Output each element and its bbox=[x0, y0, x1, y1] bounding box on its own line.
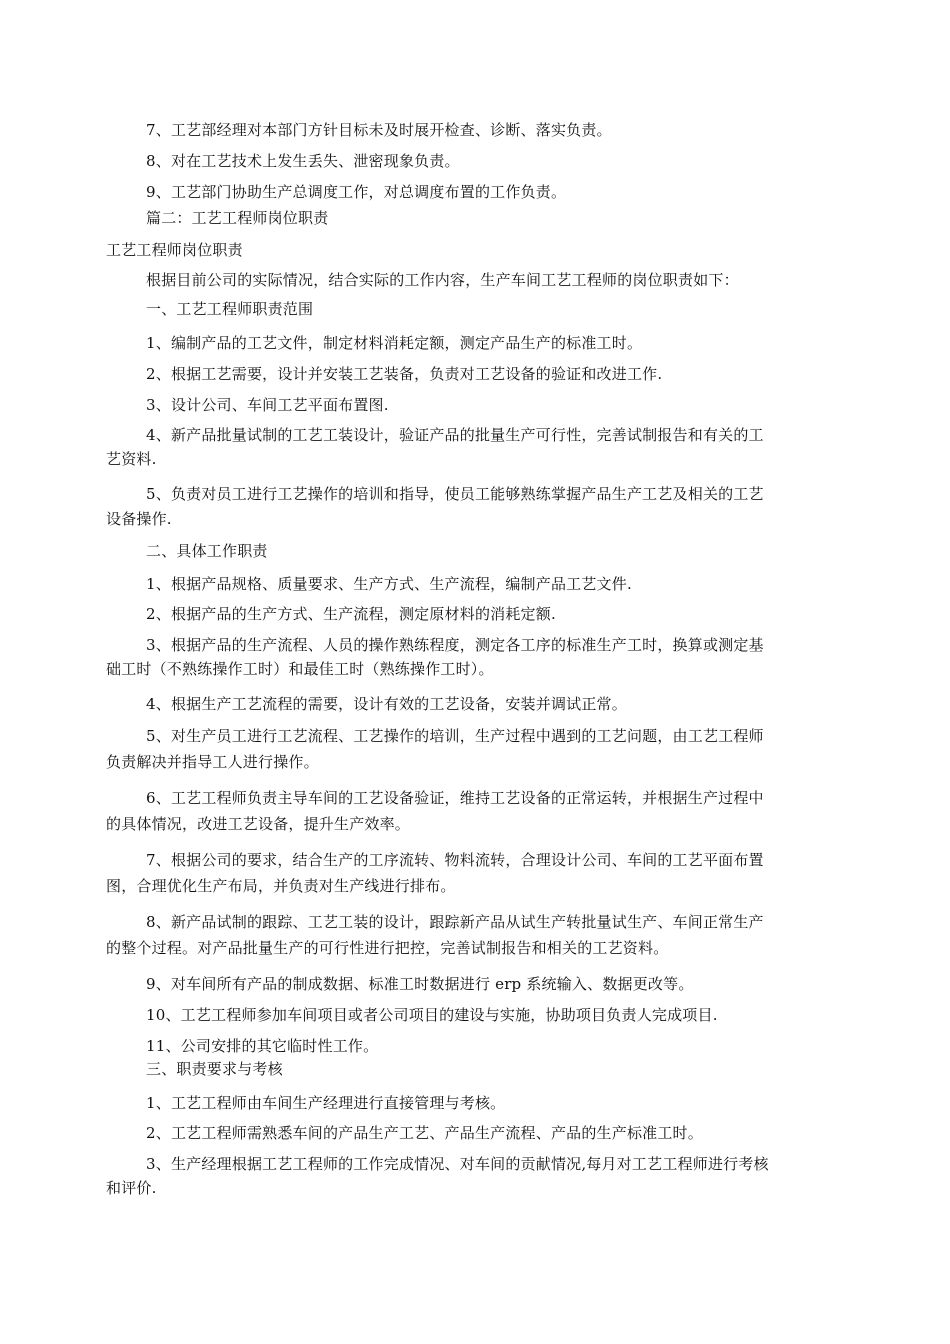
paragraph-line: 11、公司安排的其它临时性工作。 bbox=[146, 1037, 379, 1055]
paragraph-line: 3、生产经理根据工艺工程师的工作完成情况、对车间的贡献情况,每月对工艺工程师进行考核 bbox=[146, 1155, 769, 1173]
paragraph-line: 8、新产品试制的跟踪、工艺工装的设计，跟踪新产品从试生产转批量试生产、车间正常生产 bbox=[146, 913, 764, 931]
paragraph-line: 负责解决并指导工人进行操作。 bbox=[106, 753, 319, 771]
section-heading: 一、工艺工程师职责范围 bbox=[146, 300, 314, 318]
paragraph-line: 2、根据工艺需要，设计并安装工艺装备，负责对工艺设备的验证和改进工作. bbox=[146, 365, 663, 383]
section-heading: 篇二：工艺工程师岗位职责 bbox=[146, 209, 329, 227]
paragraph-line: 艺资料. bbox=[106, 450, 157, 468]
paragraph-line: 根据目前公司的实际情况，结合实际的工作内容，生产车间工艺工程师的岗位职责如下： bbox=[146, 271, 739, 289]
paragraph-line: 6、工艺工程师负责主导车间的工艺设备验证，维持工艺设备的正常运转，并根据生产过程中 bbox=[146, 789, 764, 807]
paragraph-line: 1、编制产品的工艺文件，制定材料消耗定额，测定产品生产的标准工时。 bbox=[146, 334, 643, 352]
paragraph-line: 的具体情况，改进工艺设备，提升生产效率。 bbox=[106, 815, 411, 833]
paragraph-line: 4、新产品批量试制的工艺工装设计，验证产品的批量生产可行性，完善试制报告和有关的工 bbox=[146, 426, 764, 444]
article-title: 工艺工程师岗位职责 bbox=[106, 241, 243, 259]
paragraph-line: 设备操作. bbox=[106, 510, 172, 528]
paragraph-line: 3、设计公司、车间工艺平面布置图. bbox=[146, 396, 389, 414]
paragraph-line: 1、工艺工程师由车间生产经理进行直接管理与考核。 bbox=[146, 1094, 506, 1112]
paragraph-line: 7、工艺部经理对本部门方针目标未及时展开检查、诊断、落实负责。 bbox=[146, 121, 612, 139]
paragraph-line: 5、对生产员工进行工艺流程、工艺操作的培训，生产过程中遇到的工艺问题，由工艺工程师 bbox=[146, 727, 764, 745]
section-heading: 三、职责要求与考核 bbox=[146, 1060, 283, 1078]
paragraph-line: 的整个过程。对产品批量生产的可行性进行把控，完善试制报告和相关的工艺资料。 bbox=[106, 939, 669, 957]
paragraph-line: 图，合理优化生产布局，并负责对生产线进行排布。 bbox=[106, 877, 456, 895]
paragraph-line: 和评价. bbox=[106, 1179, 157, 1197]
paragraph-line: 7、根据公司的要求，结合生产的工序流转、物料流转，合理设计公司、车间的工艺平面布置 bbox=[146, 851, 764, 869]
paragraph-line: 2、根据产品的生产方式、生产流程，测定原材料的消耗定额. bbox=[146, 605, 556, 623]
paragraph-line: 10、工艺工程师参加车间项目或者公司项目的建设与实施，协助项目负责人完成项目. bbox=[146, 1006, 718, 1024]
paragraph-line: 2、工艺工程师需熟悉车间的产品生产工艺、产品生产流程、产品的生产标准工时。 bbox=[146, 1124, 703, 1142]
paragraph-line: 5、负责对员工进行工艺操作的培训和指导，使员工能够熟练掌握产品生产工艺及相关的工艺 bbox=[146, 485, 764, 503]
paragraph-line: 4、根据生产工艺流程的需要，设计有效的工艺设备，安装并调试正常。 bbox=[146, 695, 627, 713]
paragraph-line: 9、工艺部门协助生产总调度工作，对总调度布置的工作负责。 bbox=[146, 183, 567, 201]
paragraph-line: 8、对在工艺技术上发生丢失、泄密现象负责。 bbox=[146, 152, 460, 170]
paragraph-line: 3、根据产品的生产流程、人员的操作熟练程度，测定各工序的标准生产工时，换算或测定基 bbox=[146, 636, 764, 654]
paragraph-line: 1、根据产品规格、质量要求、生产方式、生产流程，编制产品工艺文件. bbox=[146, 575, 632, 593]
paragraph-line: 9、对车间所有产品的制成数据、标准工时数据进行 erp 系统输入、数据更改等。 bbox=[146, 975, 694, 993]
paragraph-line: 础工时（不熟练操作工时）和最佳工时（熟练操作工时）。 bbox=[106, 660, 494, 678]
section-heading: 二、具体工作职责 bbox=[146, 542, 268, 560]
